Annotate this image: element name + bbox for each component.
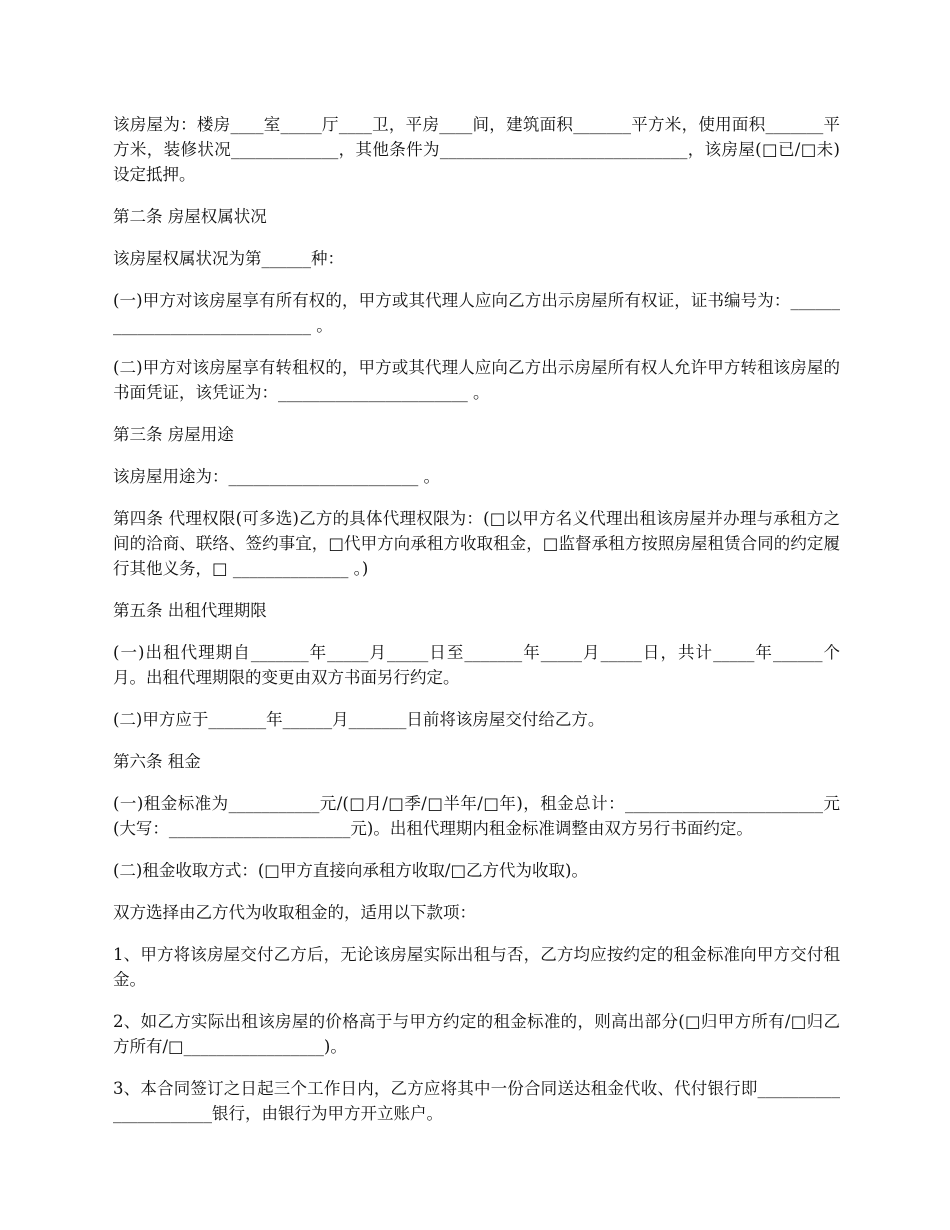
paragraph-house-usage: 该房屋用途为：_______________________ 。 (113, 467, 440, 486)
paragraph-ownership-clause-1: (一)甲方对该房屋享有所有权的，甲方或其代理人应向乙方出示房屋所有权证，证书编号为：______________________________ 。 (113, 291, 840, 335)
paragraph-house-description: 该房屋为：楼房____室_____厅____卫，平房____间，建筑面积_______平方米，使用面积_______平方米，装修状况_____________，其他条件为______________________________，该房屋(□已/□未)设定抵押。 (113, 115, 840, 184)
heading-article-3: 第三条 房屋用途 (113, 425, 234, 444)
paragraph-article-4-authority: 第四条 代理权限(可多选)乙方的具体代理权限为：(□以甲方名义代理出租该房屋并办理与承租方之间的洽商、联络、签约事宜，□代甲方向承租方收取租金，□监督承租方按照房屋租赁合同的约定履行其他义务，□ ______________ 。) (113, 509, 840, 578)
list-item-2: 2、如乙方实际出租该房屋的价格高于与甲方约定的租金标准的，则高出部分(□归甲方所有/□归乙方所有/□_________________)。 (113, 1012, 840, 1056)
paragraph-collection-terms-intro: 双方选择由乙方代为收取租金的，适用以下款项： (113, 903, 476, 922)
paragraph-ownership-type: 该房屋权属状况为第______种： (113, 249, 344, 268)
heading-article-2: 第二条 房屋权属状况 (113, 207, 267, 226)
paragraph-delivery-date: (二)甲方应于_______年______月_______日前将该房屋交付给乙方。 (113, 710, 605, 729)
heading-article-5: 第五条 出租代理期限 (113, 601, 267, 620)
paragraph-rent-collection: (二)租金收取方式：(□甲方直接向承租方收取/□乙方代为收取)。 (113, 861, 588, 880)
paragraph-rent-standard: (一)租金标准为___________元/(□月/□季/□半年/□年)，租金总计：________________________元(大写：______________________元)。出租代理期内租金标准调整由双方另行书面约定。 (113, 794, 840, 838)
list-item-1: 1、甲方将该房屋交付乙方后，无论该房屋实际出租与否，乙方均应按约定的租金标准向甲方交付租金。 (113, 945, 840, 989)
paragraph-agency-period: (一)出租代理期自_______年_____月_____日至_______年_____月_____日，共计_____年______个月。出租代理期限的变更由双方书面另行约定。 (113, 643, 840, 687)
heading-article-6: 第六条 租金 (113, 752, 201, 771)
list-item-3: 3、本合同签订之日起三个工作日内，乙方应将其中一份合同送达租金代收、代付银行即______________________银行，由银行为甲方开立账户。 (113, 1079, 840, 1123)
paragraph-ownership-clause-2: (二)甲方对该房屋享有转租权的，甲方或其代理人应向乙方出示房屋所有权人允许甲方转租该房屋的书面凭证，该凭证为：_______________________ 。 (113, 358, 840, 402)
contract-page (113, 112, 840, 1143)
